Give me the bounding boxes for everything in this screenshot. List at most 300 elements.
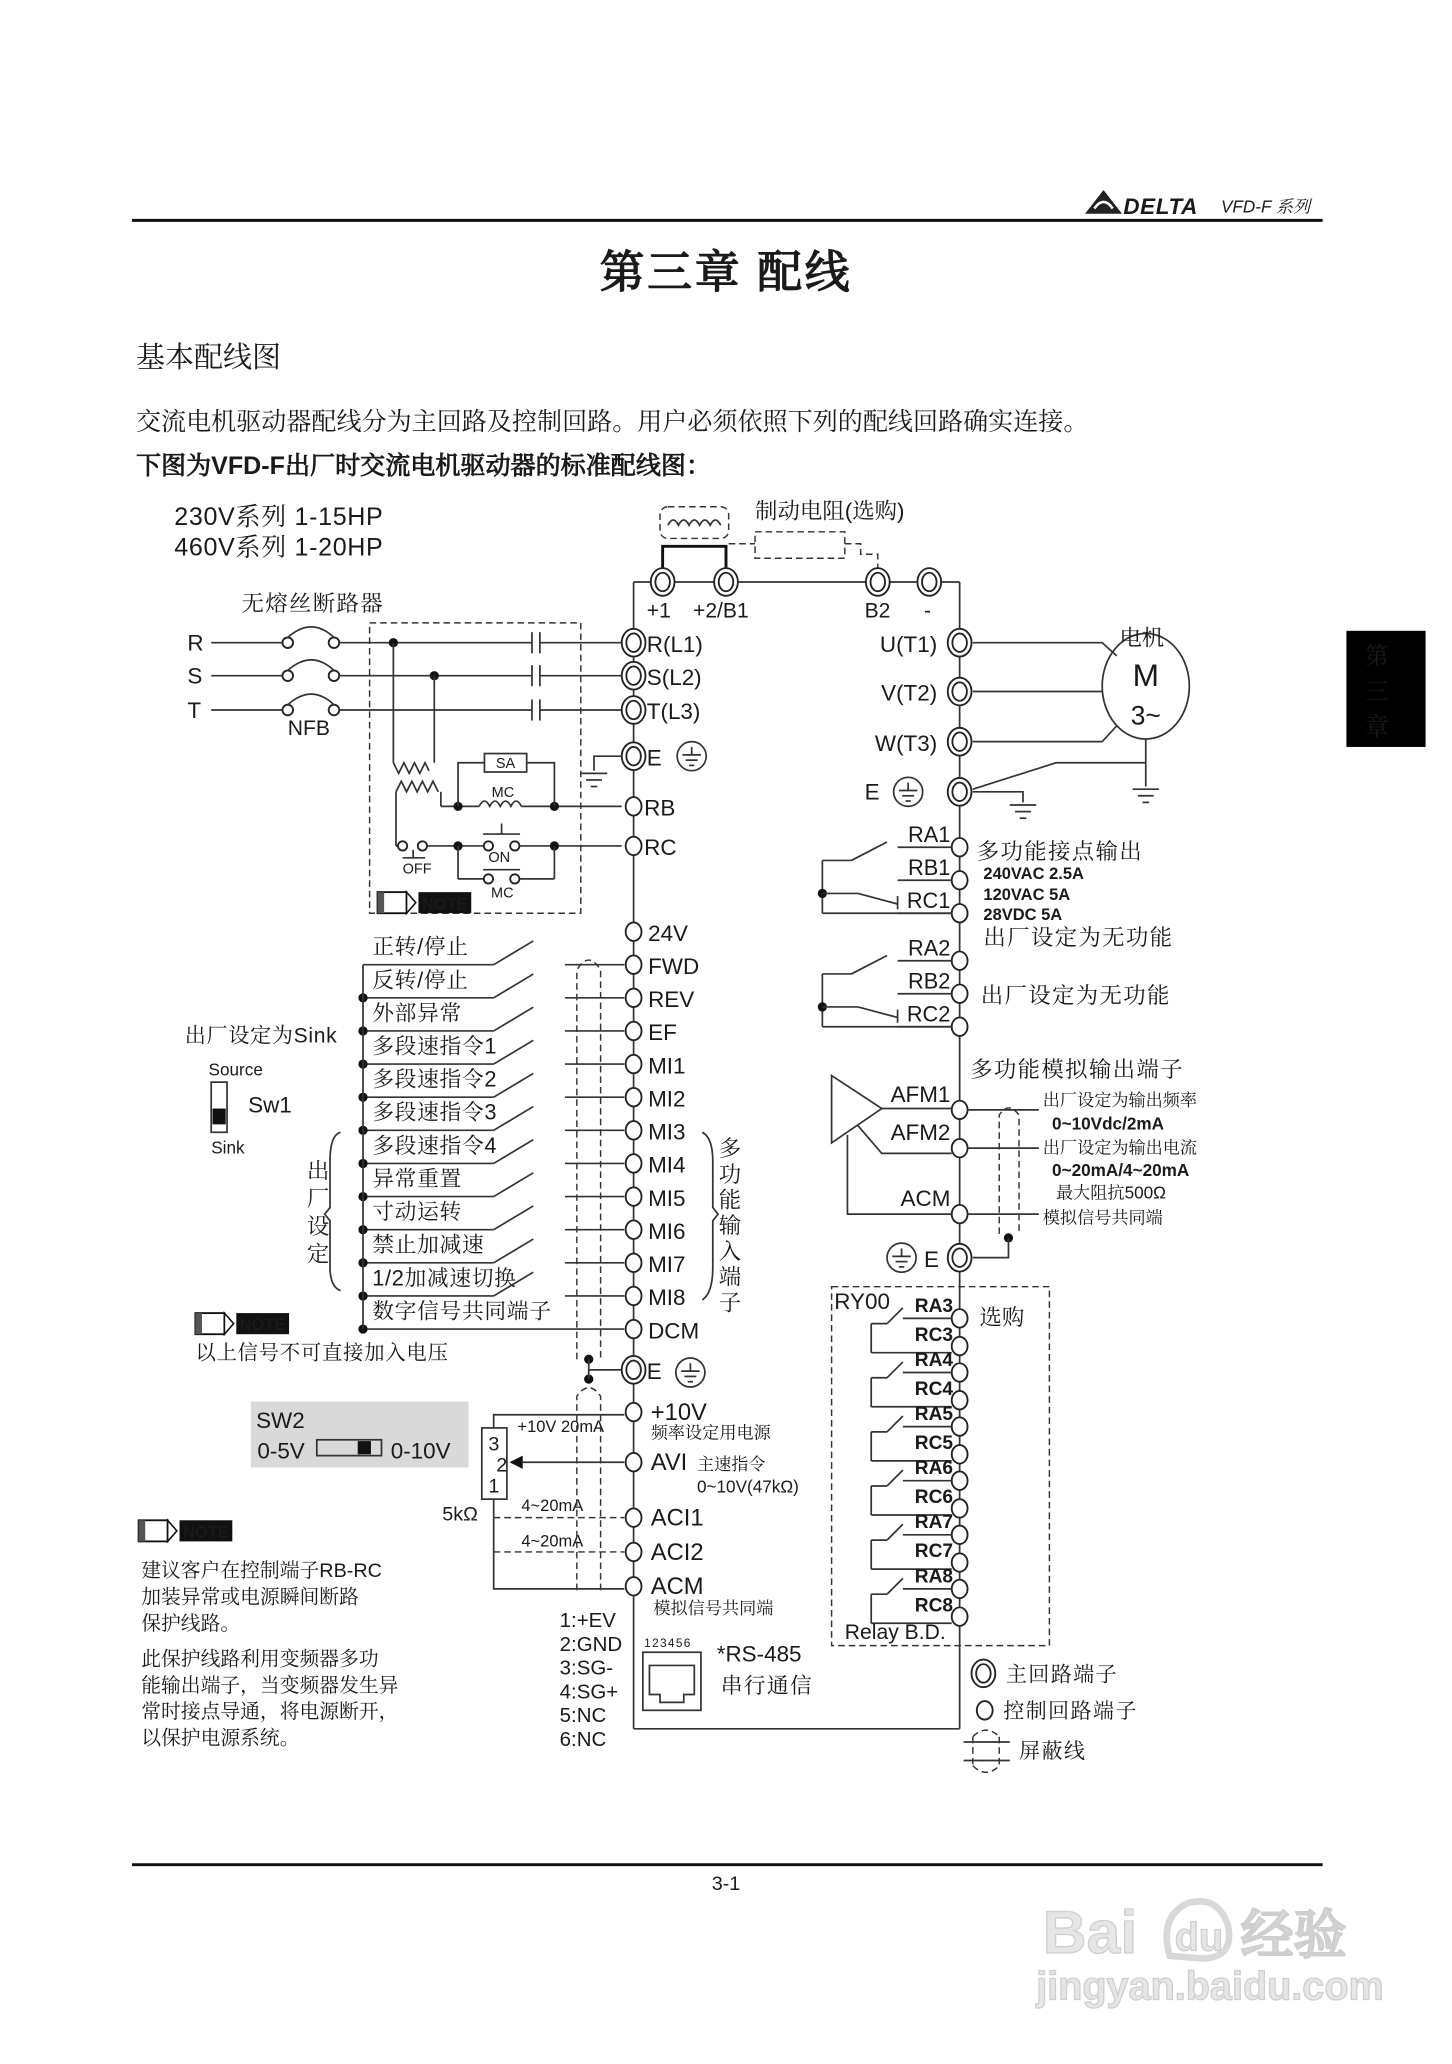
mc-coil-label: MC <box>491 785 515 802</box>
motor-output-terminal <box>948 728 972 756</box>
digital-input-terminal <box>626 989 642 1007</box>
factory-setting-vertical-label: 出 <box>306 1158 330 1184</box>
ground-terminal-label: E <box>646 1359 662 1385</box>
motor-phase-label: 3~ <box>1130 700 1161 731</box>
pot-supply-label: +10V 20mA <box>517 1417 605 1436</box>
terminal-inner-ring <box>655 573 670 591</box>
rc-terminal-label: RC <box>644 835 677 861</box>
relay-switch-icon <box>887 1578 903 1594</box>
dc-terminal <box>866 568 890 596</box>
switch-contact-icon <box>494 941 534 965</box>
analog-input-terminal-label: +10V <box>650 1398 707 1426</box>
switch-contact-icon <box>494 1040 534 1064</box>
motor-m-label: M <box>1132 657 1159 694</box>
pencil-icon-tip <box>407 892 416 913</box>
pencil-icon-tip <box>224 1313 233 1334</box>
rc-terminal <box>626 837 642 855</box>
rb-terminal <box>626 797 642 815</box>
chapter-title: 第三章 配线 <box>599 246 853 298</box>
relay-switch-icon <box>887 1470 903 1486</box>
digital-input-terminal <box>626 955 642 973</box>
relay-board-footer: Relay B.D. <box>844 1621 946 1645</box>
analog-input-terminal-label: ACM <box>650 1573 704 1601</box>
relay-board-terminal <box>952 1471 968 1489</box>
wiper-arrow-icon <box>510 1456 523 1469</box>
model-range: 460V系列 1-20HP <box>174 533 384 562</box>
relay-board-terminal <box>952 1499 968 1517</box>
factory-setting-vertical-label: 厂 <box>306 1186 330 1212</box>
reactor-coil-icon <box>668 520 721 525</box>
digital-input-function-label: 多段速指令3 <box>372 1099 498 1125</box>
digital-input-terminal-label: MI4 <box>648 1152 686 1178</box>
relay-terminal-label: RC1 <box>906 887 951 913</box>
digital-input-terminal <box>626 1254 642 1272</box>
input-power-terminal <box>622 696 646 724</box>
mc-aux-contact <box>484 874 493 883</box>
relay1-title: 多功能接点输出 <box>976 839 1144 865</box>
brake-resistor-optional <box>755 532 845 558</box>
earth-ground-icon <box>894 777 923 806</box>
analog-output-terminal-label: ACM <box>900 1186 951 1212</box>
digital-input-terminal-label: MI7 <box>648 1252 686 1278</box>
digital-input-terminal-label: MI3 <box>648 1119 686 1145</box>
relay-board-terminal-label: RA5 <box>914 1403 954 1425</box>
shield-cable-icon <box>577 960 601 1359</box>
switch-contact-icon <box>494 1073 534 1097</box>
digital-input-function-label: 外部异常 <box>372 1000 462 1026</box>
multi-function-input-vertical-label: 多 <box>718 1136 742 1162</box>
earth-ground-icon <box>677 742 706 771</box>
breaker-contact <box>329 705 340 716</box>
sa-label: SA <box>495 756 516 773</box>
digital-input-function-label: 正转/停止 <box>372 934 469 960</box>
relay-board-terminal <box>952 1363 968 1381</box>
switch-contact-icon <box>494 1173 534 1197</box>
digital-input-terminal <box>626 1220 642 1238</box>
afm2-range: 0~20mA/4~20mA <box>1052 1159 1190 1180</box>
relay-terminal-label: RC2 <box>906 1001 951 1027</box>
chapter-side-tab-char: 三 <box>1364 678 1389 706</box>
relay2-default: 出厂设定为无功能 <box>980 982 1171 1008</box>
note-input-warning: 以上信号不可直接加入电压 <box>195 1341 449 1365</box>
on-button-contact <box>510 841 519 850</box>
terminal-inner-ring <box>719 573 734 591</box>
amplifier-icon <box>832 1076 882 1143</box>
output-terminal-label: W(T3) <box>874 730 938 756</box>
relay-terminal <box>952 871 968 889</box>
digital-input-terminal-label: FWD <box>648 953 700 979</box>
note-label: NOTE <box>421 895 468 914</box>
ground-terminal-label: E <box>924 1246 939 1272</box>
terminal-24v-label: 24V <box>648 920 689 946</box>
digital-input-function-label: 多段速指令2 <box>372 1066 498 1092</box>
brace-icon <box>325 1132 341 1290</box>
switch-contact-icon <box>494 1206 534 1230</box>
digital-input-terminal-label: DCM <box>648 1318 700 1344</box>
relay-terminal-label: RA2 <box>908 935 951 961</box>
afm1-default: 出厂设定为输出频率 <box>1042 1089 1198 1110</box>
switch-contact-icon <box>494 1140 534 1164</box>
shield-cable-icon <box>999 1108 1019 1234</box>
watermark-text: 经验 <box>1240 1906 1347 1966</box>
model-range: 230V系列 1-15HP <box>174 503 384 532</box>
sw1-sink-label: Sink <box>211 1137 245 1158</box>
dc-terminal-label: +1 <box>646 599 671 623</box>
analog-output-terminal-label: AFM2 <box>890 1120 951 1146</box>
relay-terminal-label: RA1 <box>908 821 951 847</box>
digital-input-function-label: 禁止加减速 <box>372 1232 485 1258</box>
motor-output-terminal <box>948 629 972 657</box>
digital-input-terminal-label: MI8 <box>648 1285 686 1311</box>
input-terminal-label: R(L1) <box>646 631 703 657</box>
relay-terminal-label: RB2 <box>908 968 951 994</box>
wire <box>458 763 484 807</box>
dc-terminal-label: B2 <box>864 599 891 623</box>
wire <box>973 763 1146 789</box>
digital-input-function-label: 1/2加减速切换 <box>372 1265 517 1291</box>
breaker-arc <box>288 627 334 638</box>
note-protection-text: 以保护电源系统。 <box>141 1727 300 1750</box>
analog-input-terminal-aci2 <box>626 1543 642 1561</box>
supply-phase-label: S <box>187 663 203 689</box>
digital-input-terminal-label: MI2 <box>648 1086 686 1112</box>
brace-icon <box>702 1132 718 1300</box>
motor-wire-u <box>973 643 1117 656</box>
legend-main-terminal: 主回路端子 <box>1005 1663 1119 1687</box>
sw2-switch-knob <box>358 1441 371 1454</box>
note-label: NOTE <box>239 1316 286 1335</box>
digital-input-terminal <box>626 1320 642 1338</box>
terminal-inner-ring <box>626 747 641 765</box>
watermark-text: du <box>1174 1915 1224 1960</box>
relay-board-terminal <box>952 1580 968 1598</box>
input-power-terminal <box>622 629 646 657</box>
relay-board-terminal-label: RC7 <box>914 1541 954 1563</box>
watermark-url: jingyan.baidu.com <box>1036 1964 1384 2009</box>
pot-value-label: 5kΩ <box>442 1503 478 1526</box>
reactor-jumper <box>663 546 726 568</box>
delta-logo-text: DELTA <box>1123 193 1199 219</box>
off-label: OFF <box>402 861 432 878</box>
relay-board-terminal-label: RC4 <box>914 1378 954 1400</box>
supply-phase-label: R <box>187 630 204 656</box>
note-protection-text: 建议客户在控制端子RB-RC <box>141 1560 382 1583</box>
input-power-terminal <box>622 662 646 690</box>
ground-circle <box>676 1358 705 1387</box>
terminal-inner-ring <box>952 682 967 700</box>
earth-ground-icon <box>676 1358 705 1387</box>
mc-contact-label: MC <box>491 885 514 902</box>
output-terminal-label: U(T1) <box>879 631 938 657</box>
page-number: 3-1 <box>711 1872 741 1895</box>
dc-terminal <box>917 568 941 596</box>
relay-board-terminal-label: RC5 <box>914 1433 954 1455</box>
relay-switch-icon <box>851 955 887 973</box>
terminal-inner-ring <box>952 783 967 801</box>
motor-label: 电机 <box>1119 625 1165 651</box>
off-button-contact <box>398 841 407 850</box>
sink-default-label: 出厂设定为Sink <box>184 1024 338 1048</box>
analog-output-title: 多功能模拟输出端子 <box>970 1056 1184 1082</box>
multi-function-input-vertical-label: 端 <box>718 1264 742 1290</box>
multi-function-input-vertical-label: 输 <box>718 1213 742 1239</box>
digital-input-terminal <box>626 1187 642 1205</box>
analog-input-terminal-aci1 <box>626 1508 642 1526</box>
digital-input-terminal <box>626 1055 642 1073</box>
legend-main-terminal-icon <box>972 1660 996 1688</box>
sw1-switch[interactable] <box>211 1082 227 1132</box>
sw1-label: Sw1 <box>248 1092 292 1118</box>
analog-input-terminal-label: ACI2 <box>650 1538 704 1566</box>
digital-input-terminal-label: MI1 <box>648 1053 686 1079</box>
note-protection-text: 加装异常或电源瞬间断路 <box>141 1586 359 1609</box>
rs485-pin-label: 4:SG+ <box>559 1680 619 1704</box>
sw2-right-label: 0-10V <box>390 1438 451 1464</box>
digital-input-function-label: 异常重置 <box>372 1166 462 1192</box>
breaker-arc <box>288 660 334 671</box>
analog-input-terminal-label: AVI <box>650 1449 688 1477</box>
mc-aux-contact <box>510 874 519 883</box>
rs485-title: *RS-485 <box>716 1641 802 1667</box>
digital-input-function-label: 数字信号共同端子 <box>372 1298 552 1324</box>
factory-setting-vertical-label: 定 <box>306 1241 330 1267</box>
note-protection-text: 保护线路。 <box>141 1612 241 1635</box>
relay-nc-contact <box>858 893 898 904</box>
wire <box>589 1359 622 1370</box>
relay-board-terminal-label: RA7 <box>914 1512 954 1534</box>
relay1-rating: 120VAC 5A <box>983 886 1071 905</box>
pencil-icon-cap <box>378 892 385 913</box>
analog-input-desc: 频率设定用电源 <box>650 1422 771 1443</box>
dc-terminal <box>714 568 738 596</box>
analog-ground-terminal <box>948 1244 972 1272</box>
relay-switch-icon <box>887 1416 903 1432</box>
pencil-icon-cap <box>139 1520 146 1541</box>
analog-input-desc: 主速指令 <box>696 1454 766 1475</box>
terminal-inner-ring <box>626 701 641 719</box>
wire <box>973 792 1023 803</box>
digital-input-terminal-label: MI6 <box>648 1218 686 1244</box>
breaker-contact <box>329 637 340 648</box>
terminal-inner-ring <box>952 1248 967 1266</box>
relay-switch-icon <box>851 842 887 860</box>
relay-board-terminal <box>952 1445 968 1463</box>
on-label: ON <box>488 849 511 866</box>
relay-switch-icon <box>887 1362 903 1378</box>
digital-input-terminal <box>626 1121 642 1139</box>
terminal-inner-ring <box>871 573 886 591</box>
relay-nc-contact <box>858 1007 898 1018</box>
rb-terminal-label: RB <box>644 795 676 821</box>
breaker-contact <box>329 670 340 681</box>
digital-input-terminal-label: EF <box>648 1020 677 1046</box>
sw1-switch-knob <box>213 1109 226 1125</box>
breaker-contact <box>282 705 293 716</box>
relay-board-terminal-label: RC8 <box>914 1595 954 1617</box>
switch-contact-icon <box>494 1239 534 1263</box>
analog-input-terminal-acm <box>626 1577 642 1595</box>
afm2-default: 出厂设定为输出电流 <box>1042 1137 1198 1158</box>
aci1-range-label: 4~20mA <box>521 1497 584 1516</box>
pot-pin-label: 2 <box>496 1454 508 1477</box>
digital-input-terminal <box>626 1022 642 1040</box>
relay-terminal <box>952 904 968 922</box>
rs485-pin-label: 3:SG- <box>559 1656 614 1680</box>
switch-contact-icon <box>494 1107 534 1131</box>
factory-setting-vertical-label: 设 <box>306 1213 330 1239</box>
multi-function-input-vertical-label: 子 <box>718 1290 742 1316</box>
multi-function-input-vertical-label: 功 <box>718 1161 742 1187</box>
relay-board-terminal <box>952 1607 968 1625</box>
analog-input-desc: 模拟信号共同端 <box>653 1597 774 1618</box>
note-protection-text: 能输出端子，当变频器发生异 <box>141 1674 399 1697</box>
brake-link <box>845 544 878 569</box>
ground-circle <box>887 1243 916 1272</box>
pencil-icon-tip <box>168 1520 177 1541</box>
relay-board-terminal <box>952 1337 968 1355</box>
switch-contact-icon <box>494 974 534 998</box>
wire <box>973 1238 1009 1258</box>
note-protection-text: 常时接点导通，将电源断开， <box>141 1701 399 1724</box>
terminal-inner-ring <box>626 666 641 684</box>
digital-input-terminal-label: MI5 <box>648 1185 686 1211</box>
switch-contact-icon <box>494 1007 534 1031</box>
delta-logo <box>1085 190 1122 214</box>
note-protection-text: 此保护线路利用变频器多功 <box>141 1648 379 1671</box>
digital-input-function-label: 寸动运转 <box>372 1199 462 1225</box>
ground-circle <box>894 777 923 806</box>
terminal-inner-ring <box>976 1664 991 1682</box>
brake-resistor-label: 制动电阻(选购) <box>755 498 905 524</box>
ground-terminal-label: E <box>646 745 662 771</box>
relay-board-terminal-label: RA8 <box>914 1566 954 1588</box>
wire <box>527 763 555 807</box>
motor-output-terminal <box>948 678 972 706</box>
section-heading: 基本配线图 <box>135 341 282 374</box>
relay1-default: 出厂设定为无功能 <box>983 924 1174 950</box>
rs485-pin-label: 5:NC <box>559 1704 607 1728</box>
relay-terminal <box>952 951 968 969</box>
rj45-jack-opening <box>649 1665 694 1702</box>
analog-output-terminal-label: AFM1 <box>890 1081 951 1107</box>
relay-board-terminal <box>952 1526 968 1544</box>
ground-circle <box>677 742 706 771</box>
output-ground-terminal <box>948 778 972 806</box>
digital-input-function-label: 多段速指令4 <box>372 1132 498 1158</box>
watermark-text: Bai <box>1042 1898 1138 1967</box>
dc-terminal <box>651 568 675 596</box>
rs485-pin-label: 1:+EV <box>559 1609 616 1633</box>
afm2-impedance: 最大阻抗500Ω <box>1056 1182 1166 1203</box>
relay-terminal <box>952 838 968 856</box>
relay-board-terminal-label: RA4 <box>914 1349 954 1371</box>
analog-output-common: 模拟信号共同端 <box>1042 1207 1163 1228</box>
chapter-side-tab-char: 章 <box>1364 714 1389 742</box>
input-terminal-label: T(L3) <box>646 699 701 725</box>
relay-board-option: 选购 <box>979 1304 1025 1330</box>
terminal-inner-ring <box>626 1361 641 1379</box>
supply-phase-label: T <box>187 697 202 723</box>
multi-function-input-vertical-label: 入 <box>718 1238 742 1264</box>
chapter-side-tab-char: 第 <box>1364 642 1389 670</box>
digital-input-function-label: 多段速指令1 <box>372 1033 498 1059</box>
relay-board-terminal <box>952 1391 968 1409</box>
relay-board-terminal-label: RC6 <box>914 1487 954 1509</box>
mc-coil-icon <box>479 801 521 806</box>
relay-terminal <box>952 984 968 1002</box>
transformer-primary-icon <box>393 763 429 774</box>
avi-spec: 0~10V(47kΩ) <box>696 1476 799 1497</box>
dc-terminal-label: +2/B1 <box>693 599 749 623</box>
pot-pin-label: 1 <box>488 1475 500 1498</box>
relay1-rating: 28VDC 5A <box>983 905 1063 924</box>
analog-input-terminal-v10 <box>626 1403 642 1421</box>
pencil-icon-cap <box>195 1313 202 1334</box>
analog-output-terminal <box>952 1205 968 1223</box>
transformer-secondary-icon <box>396 781 438 792</box>
relay-switch-icon <box>887 1524 903 1540</box>
relay-board-terminal-label: RC3 <box>914 1324 954 1346</box>
note-label: NOTE <box>183 1523 229 1542</box>
legend-shield: 屏蔽线 <box>1019 1739 1087 1763</box>
terminal-inner-ring <box>922 573 937 591</box>
relay-board-name: RY00 <box>834 1289 890 1315</box>
digital-input-terminal <box>626 1154 642 1172</box>
sw2-left-label: 0-5V <box>257 1438 305 1464</box>
intro-paragraph: 交流电机驱动器配线分为主回路及控制回路。用户必须依照下列的配线回路确实连接。 <box>135 408 1089 437</box>
legend-shield-icon <box>973 1730 999 1772</box>
dc-terminal-label: - <box>924 599 932 623</box>
diagram-caption: 下图为VFD-F出厂时交流电机驱动器的标准配线图： <box>135 451 712 480</box>
relay-board-terminal-label: RA6 <box>914 1458 954 1480</box>
sw1-source-label: Source <box>208 1059 263 1080</box>
rs485-pin-label: 2:GND <box>559 1632 623 1656</box>
off-button-contact <box>418 841 427 850</box>
breaker-arc <box>288 694 334 705</box>
relay-board-terminal <box>952 1309 968 1327</box>
terminal-inner-ring <box>952 633 967 651</box>
analog-input-terminal-avi <box>626 1453 642 1471</box>
digital-input-terminal <box>626 1287 642 1305</box>
multi-function-input-vertical-label: 能 <box>718 1187 742 1213</box>
breaker-contact <box>282 670 293 681</box>
nfb-label: NFB <box>287 717 330 741</box>
breaker-label: 无熔丝断路器 <box>241 591 385 617</box>
relay-terminal-label: RB1 <box>908 854 951 880</box>
wire <box>594 756 622 771</box>
digital-input-terminal-label: REV <box>648 987 695 1013</box>
rs485-pin-label: 6:NC <box>559 1727 607 1751</box>
relay-board-terminal <box>952 1417 968 1435</box>
relay1-rating: 240VAC 2.5A <box>983 864 1084 883</box>
series-name: VFD-F 系列 <box>1221 196 1311 217</box>
pot-pin-label: 3 <box>488 1433 500 1456</box>
digital-input-terminal <box>626 1088 642 1106</box>
ground-terminal <box>622 742 646 770</box>
ground-terminal-label: E <box>864 779 880 805</box>
control-ground-terminal <box>622 1356 646 1384</box>
relay-board-terminal-label: RA3 <box>914 1295 954 1317</box>
relay-terminal <box>952 1017 968 1035</box>
analog-output-terminal <box>952 1139 968 1157</box>
output-terminal-label: V(T2) <box>881 680 938 706</box>
breaker-contact <box>282 637 293 648</box>
relay-board-terminal <box>952 1553 968 1571</box>
sw2-label: SW2 <box>256 1407 305 1433</box>
legend-control-terminal: 控制回路端子 <box>1003 1700 1138 1724</box>
earth-ground-icon <box>887 1243 916 1272</box>
aci2-range-label: 4~20mA <box>521 1532 584 1551</box>
